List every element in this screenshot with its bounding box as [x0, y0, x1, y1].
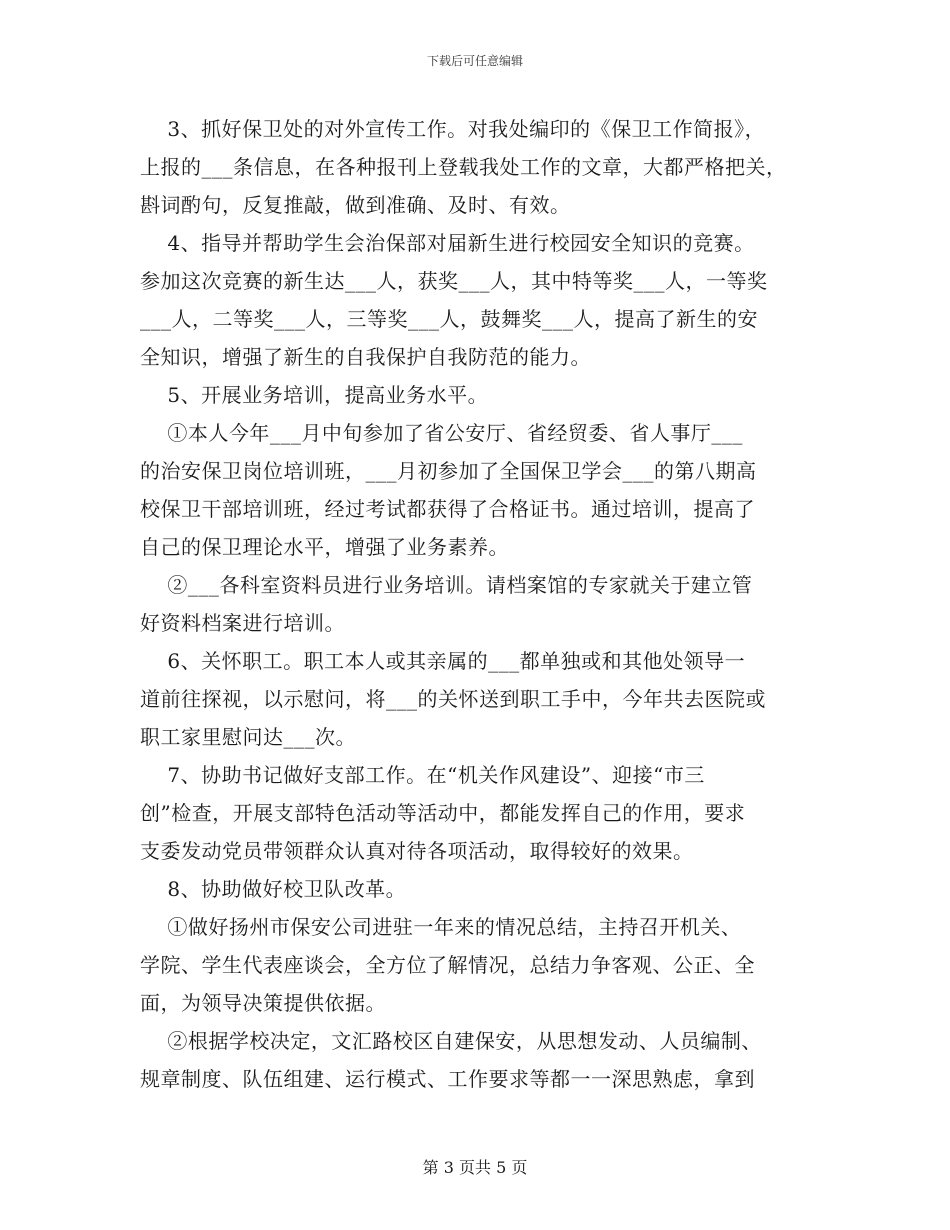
text-line: ②根据学校决定，文汇路校区自建保安，从思想发动、人员编制、 — [140, 1029, 762, 1053]
text-line: 8、协助做好校卫队改革。 — [140, 877, 407, 901]
text-line: 4、指导并帮助学生会治保部对届新生进行校园安全知识的竞赛。 — [140, 231, 755, 255]
text-line: 面，为领导决策提供依据。 — [140, 991, 386, 1015]
text-line: 创”检查，开展支部特色活动等活动中，都能发挥自己的作用，要求 — [140, 801, 746, 825]
text-line: 6、关怀职工。职工本人或其亲属的___都单独或和其他处领导一 — [140, 649, 746, 673]
text-line: 支委发动党员带领群众认真对待各项活动，取得较好的效果。 — [140, 839, 694, 863]
text-line: 的治安保卫岗位培训班，___月初参加了全国保卫学会___的第八期高 — [140, 459, 757, 483]
text-line: 参加这次竞赛的新生达___人，获奖___人，其中特等奖___人，一等奖 — [140, 269, 768, 293]
text-line: 7、协助书记做好支部工作。在“机关作风建设”、迎接“市三 — [140, 763, 705, 787]
document-body — [140, 110, 820, 1098]
text-line: 3、抓好保卫处的对外宣传工作。对我处编印的《保卫工作简报》， — [140, 117, 766, 141]
text-line: ①做好扬州市保安公司进驻一年来的情况总结，主持召开机关、 — [140, 915, 742, 939]
text-line: 规章制度、队伍组建、运行模式、工作要求等都一一深思熟虑，拿到 — [140, 1067, 755, 1091]
page-number: 第 3 页共 5 页 — [422, 1158, 528, 1177]
text-line: 学院、学生代表座谈会，全方位了解情况，总结力争客观、公正、全 — [140, 953, 755, 977]
text-line: 好资料档案进行培训。 — [140, 611, 345, 635]
page-header-note: 下载后可任意编辑 — [426, 54, 523, 68]
text-line: 全知识，增强了新生的自我保护自我防范的能力。 — [140, 345, 591, 369]
text-line: 上报的___条信息，在各种报刊上登载我处工作的文章，大都严格把关， — [140, 155, 787, 179]
text-line: ②___各科室资料员进行业务培训。请档案馆的专家就关于建立管 — [140, 573, 753, 597]
text-line: ①本人今年___月中旬参加了省公安厅、省经贸委、省人事厅___ — [140, 421, 743, 445]
text-line: 职工家里慰问达___次。 — [140, 725, 356, 749]
text-line: 5、开展业务培训，提高业务水平。 — [140, 383, 489, 407]
text-line: 斟词酌句，反复推敲，做到准确、及时、有效。 — [140, 193, 571, 217]
text-line: 校保卫干部培训班，经过考试都获得了合格证书。通过培训，提高了 — [140, 497, 755, 521]
text-line: 道前往探视，以示慰问，将___的关怀送到职工手中，今年共去医院或 — [140, 687, 766, 711]
text-line: 自己的保卫理论水平，增强了业务素养。 — [140, 535, 509, 559]
text-line: ___人，二等奖___人，三等奖___人，鼓舞奖___人，提高了新生的安 — [140, 307, 758, 331]
